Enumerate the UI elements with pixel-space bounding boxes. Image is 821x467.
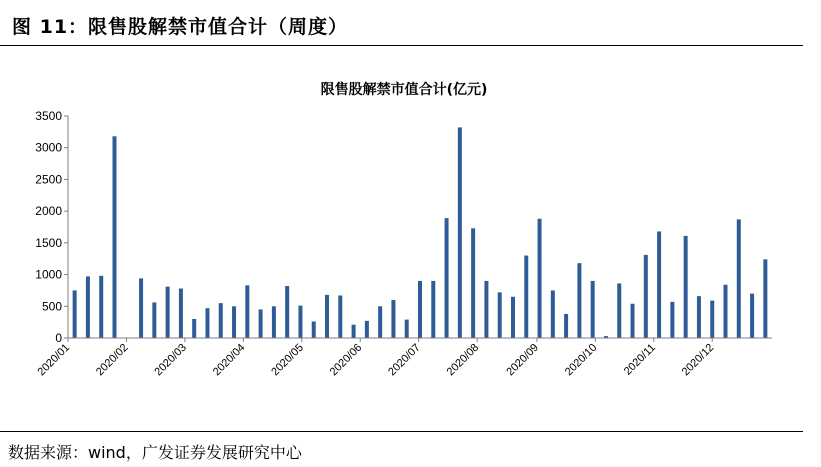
bar: [272, 306, 276, 338]
bar: [710, 301, 714, 338]
bar: [564, 314, 568, 338]
bar: [152, 302, 156, 338]
bar: [551, 290, 555, 338]
bar: [431, 281, 435, 338]
bar: [391, 300, 395, 338]
bar: [112, 136, 116, 338]
y-tick-label: 0: [55, 331, 62, 345]
bar: [577, 263, 581, 338]
bar: [763, 259, 767, 338]
bar: [259, 309, 263, 338]
x-tick-label: 2020/02: [93, 341, 131, 379]
bar: [325, 295, 329, 338]
bar: [644, 255, 648, 338]
x-tick-label: 2020/06: [327, 341, 365, 379]
bar: [418, 281, 422, 338]
y-axis: [35, 109, 68, 345]
bar: [538, 219, 542, 338]
bar: [86, 276, 90, 338]
x-tick-label: 2020/09: [504, 341, 542, 379]
bar: [365, 321, 369, 338]
bar-series: [73, 127, 768, 338]
x-tick-label: 2020/03: [152, 341, 190, 379]
source-divider: [0, 431, 803, 432]
source-note: 数据来源：wind，广发证券发展研究中心: [8, 443, 302, 462]
bar: [352, 325, 356, 338]
y-tick-label: 1500: [35, 235, 62, 250]
bar: [219, 303, 223, 338]
bar: [498, 292, 502, 338]
bar: [484, 281, 488, 338]
bar: [179, 289, 183, 338]
bar: [205, 308, 209, 338]
bar: [657, 231, 661, 338]
x-tick-label: 2020/01: [35, 341, 73, 379]
bar: [99, 276, 103, 338]
y-tick-label: 1000: [35, 267, 62, 282]
bar: [285, 286, 289, 338]
bar: [378, 306, 382, 338]
x-tick-label: 2020/05: [269, 341, 306, 379]
bar: [232, 306, 236, 338]
y-tick-label: 3500: [35, 109, 62, 123]
bar: [312, 322, 316, 338]
bar: [471, 228, 475, 338]
bar: [298, 306, 302, 338]
x-tick-label: 2020/12: [679, 341, 717, 379]
y-tick-label: 3000: [35, 140, 62, 155]
bar: [192, 319, 196, 338]
bar: [617, 283, 621, 338]
y-tick-label: 2000: [35, 204, 62, 219]
bar: [697, 296, 701, 338]
bar: [524, 256, 528, 338]
x-axis: [36, 338, 772, 378]
bar: [591, 281, 595, 338]
figure-title: 图 11：限售股解禁市值合计（周度）: [12, 16, 349, 38]
x-tick-label: 2020/10: [562, 341, 600, 379]
x-tick-label: 2020/11: [621, 341, 658, 378]
bar: [405, 320, 409, 338]
bar: [631, 304, 635, 338]
bar: [670, 302, 674, 338]
bar: [684, 236, 688, 338]
x-tick-label: 2020/04: [210, 341, 248, 379]
bar: [445, 218, 449, 338]
bar: [73, 290, 77, 338]
x-tick-label: 2020/07: [386, 341, 423, 379]
bar: [724, 285, 728, 338]
bar: [458, 127, 462, 338]
bar: [245, 285, 249, 338]
y-tick-label: 2500: [35, 172, 62, 187]
bar: [139, 278, 143, 338]
bar: [750, 294, 754, 338]
chart-title: 限售股解禁市值合计(亿元): [320, 82, 488, 98]
bar: [338, 296, 342, 339]
bar: [166, 287, 170, 338]
bar: [737, 219, 741, 338]
y-tick-label: 500: [41, 299, 62, 314]
x-tick-label: 2020/08: [444, 341, 482, 379]
bar: [511, 297, 515, 338]
